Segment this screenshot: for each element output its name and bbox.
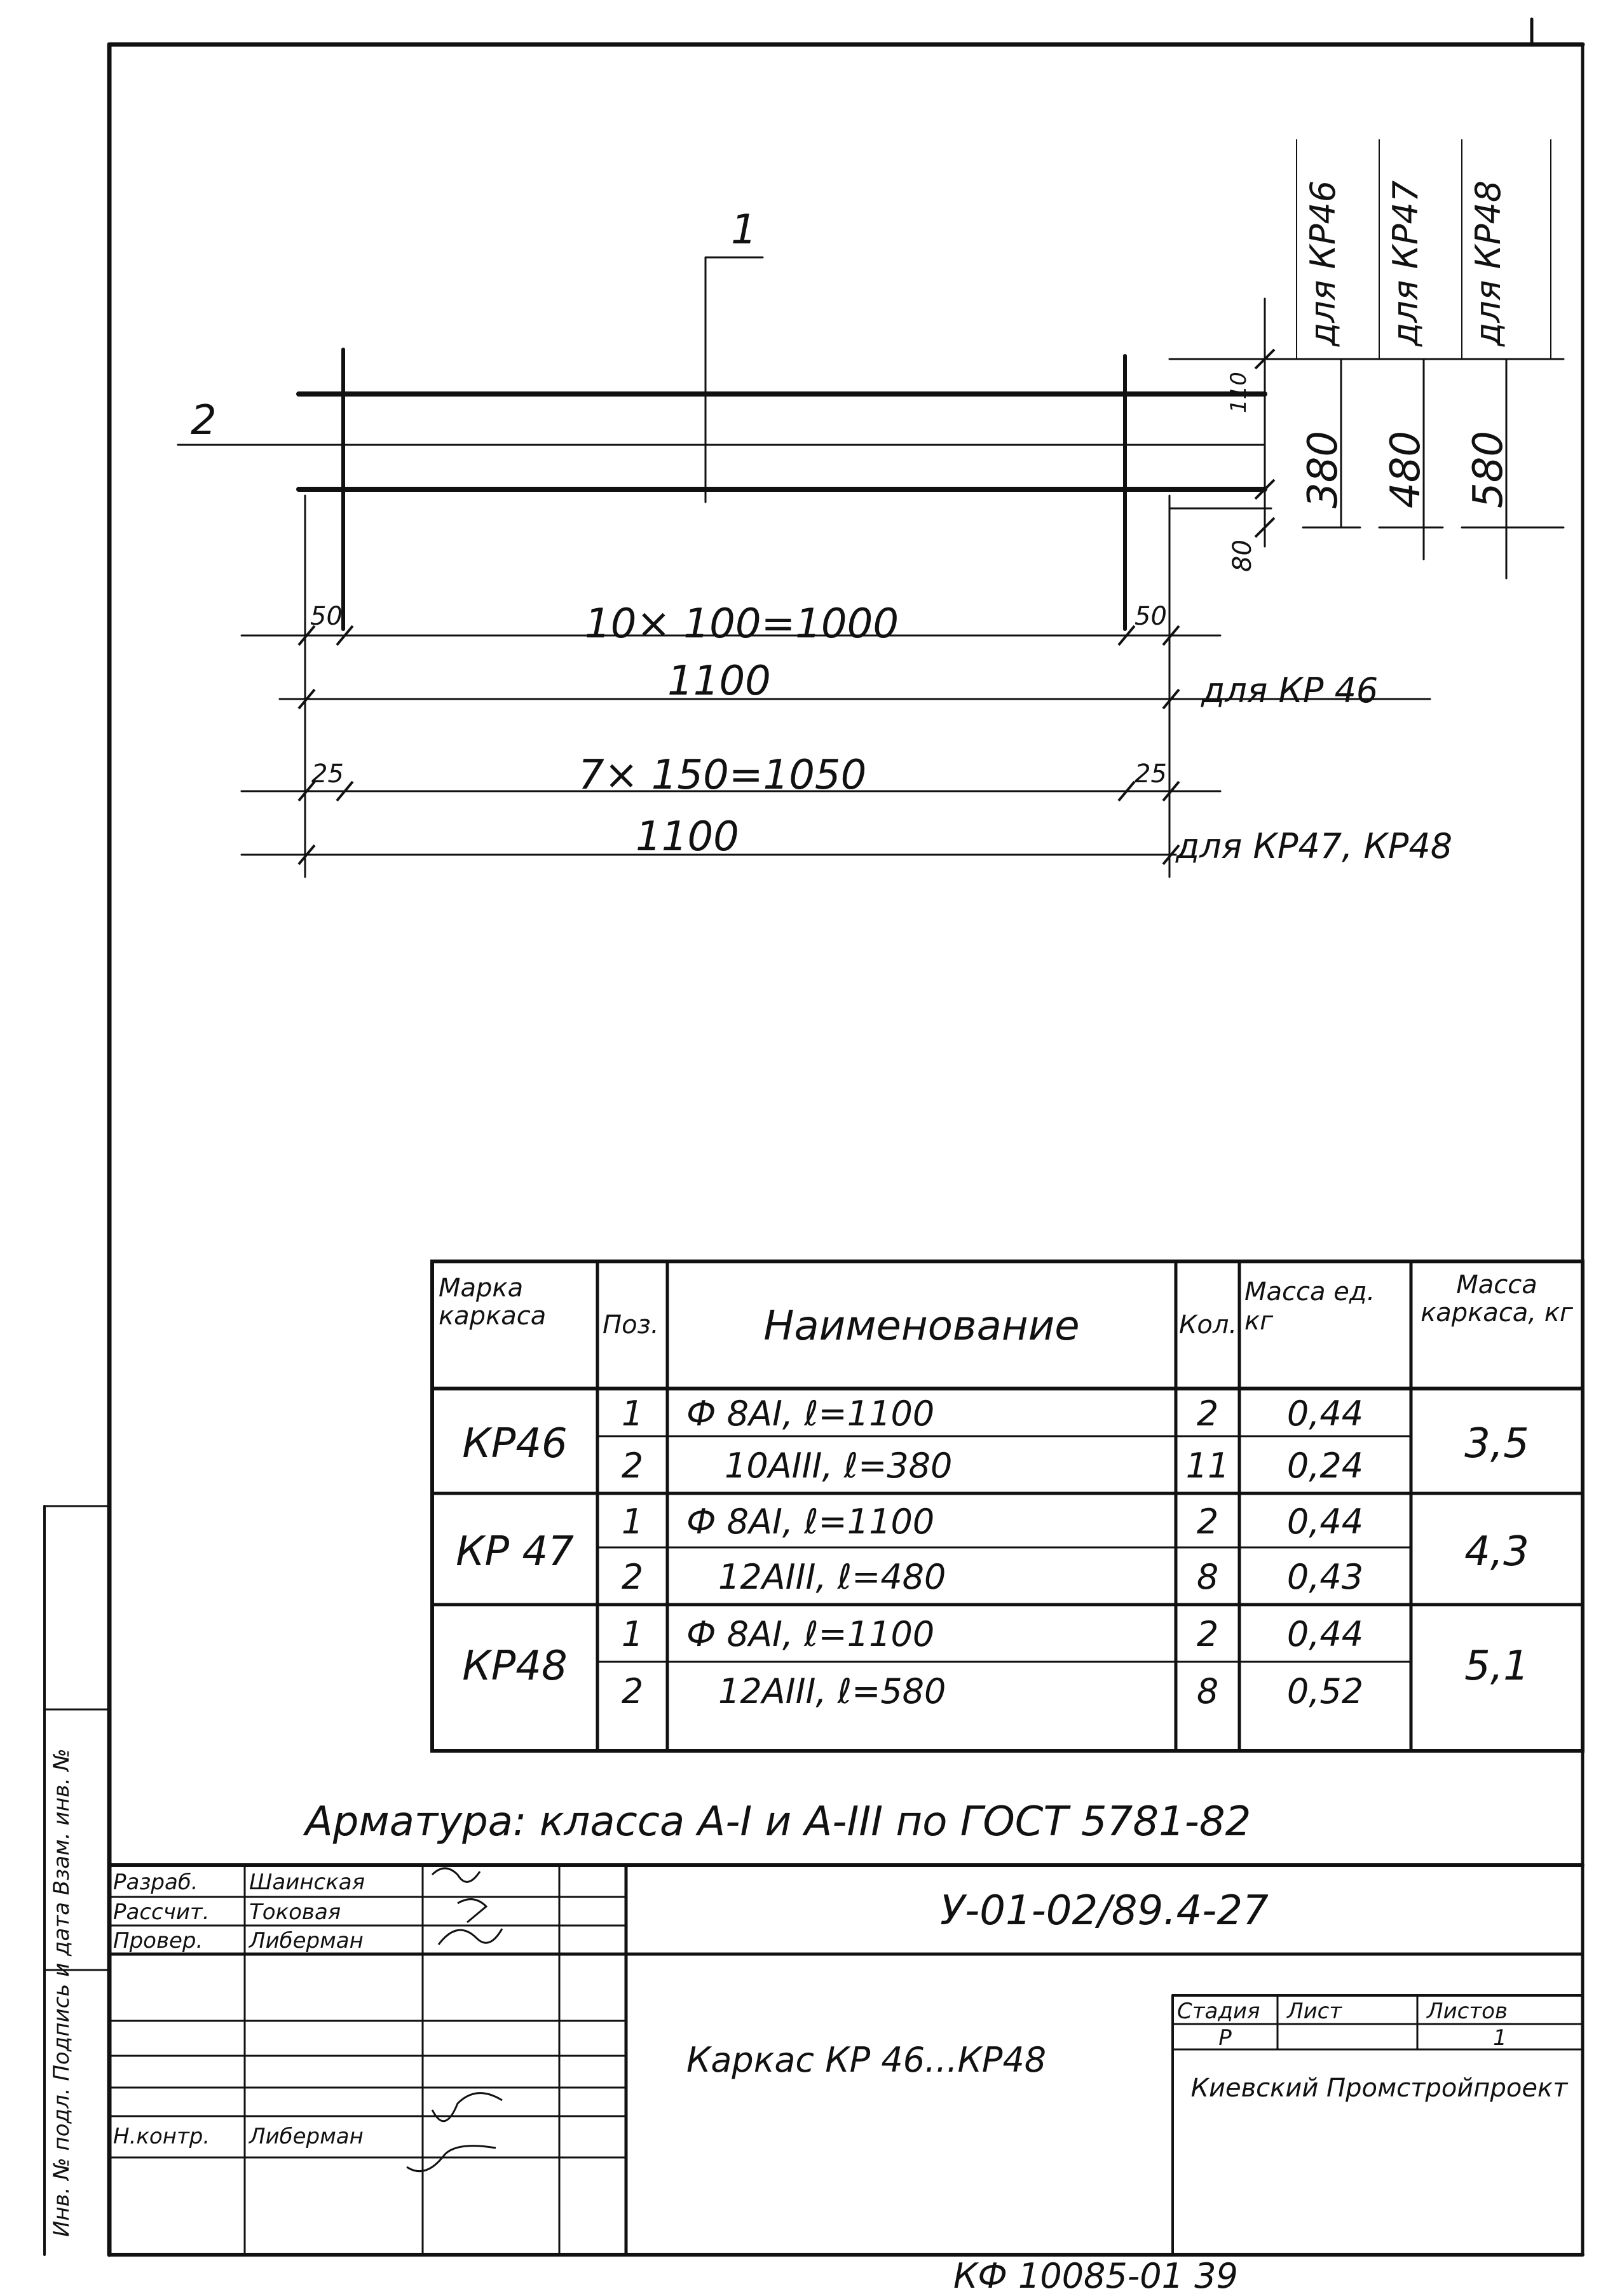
- vert-for-kr46: для КР46: [1303, 180, 1343, 346]
- table-row: 1: [621, 1394, 644, 1434]
- dim-7x150: 7× 150=1050: [578, 752, 867, 799]
- reinforcement-note: Арматура: класса А-I и А-III по ГОСТ 5781-82: [305, 1798, 1251, 1845]
- dim-110: 110: [1226, 372, 1251, 413]
- row-qty: 8: [1196, 1671, 1219, 1711]
- sheet-label: Лист: [1287, 1999, 1342, 2024]
- header-pos: Поз.: [603, 1310, 659, 1340]
- vert-for-kr48: для КР48: [1468, 180, 1508, 346]
- document-code: У-01-02/89.4-27: [940, 1887, 1269, 1934]
- organization: Киевский Промстройпроект: [1190, 2074, 1568, 2103]
- role-3: Провер.: [113, 1928, 203, 1953]
- group-2-frame-mass: 4,3: [1464, 1528, 1529, 1575]
- row-name: 12АIII, ℓ=480: [718, 1557, 946, 1597]
- row-name: Ф 8АI, ℓ=1100: [686, 1394, 935, 1434]
- for-kr46-label: для КР 46: [1201, 670, 1379, 710]
- name-3: Либерман: [249, 1928, 364, 1953]
- for-kr47-48-label: для КР47, КР48: [1176, 826, 1453, 866]
- group-3-frame-mass: 5,1: [1464, 1643, 1529, 1690]
- row-name: 12АIII, ℓ=580: [718, 1671, 946, 1711]
- row-unit-mass: 0,24: [1286, 1446, 1364, 1486]
- row-name: Ф 8АI, ℓ=1100: [686, 1502, 935, 1542]
- row-qty: 11: [1185, 1446, 1230, 1486]
- dim-1100-second: 1100: [636, 813, 739, 860]
- dim-25-right: 25: [1135, 759, 1167, 789]
- header-name: Наименование: [763, 1303, 1080, 1350]
- row-unit-mass: 0,52: [1286, 1671, 1364, 1711]
- sheets-value: 1: [1493, 2025, 1507, 2051]
- position-2-label: 2: [191, 397, 217, 444]
- row-qty: 2: [1196, 1394, 1219, 1434]
- role-1: Разраб.: [113, 1870, 198, 1895]
- row-qty: 2: [1196, 1614, 1219, 1654]
- role-7: Н.контр.: [113, 2124, 210, 2149]
- header-unit-mass: Масса ед. кг: [1244, 1277, 1375, 1336]
- vert-for-kr47: для КР47: [1386, 180, 1426, 346]
- table-row: 1: [621, 1614, 644, 1654]
- name-1: Шаинская: [249, 1870, 365, 1895]
- table-row: 2: [621, 1446, 644, 1486]
- dim-480: 480: [1382, 430, 1429, 508]
- footer-stamp: КФ 10085-01 39: [953, 2256, 1238, 2296]
- drawing-title: Каркас КР 46...КР48: [686, 2040, 1047, 2080]
- group-2-mark: КР 47: [456, 1528, 574, 1575]
- name-2: Токовая: [249, 1899, 341, 1925]
- name-7: Либерман: [249, 2124, 364, 2149]
- header-mark: Марка каркаса: [439, 1274, 547, 1331]
- row-unit-mass: 0,44: [1286, 1394, 1364, 1434]
- row-unit-mass: 0,43: [1286, 1557, 1364, 1597]
- table-row: 2: [621, 1671, 644, 1711]
- position-1-label: 1: [731, 207, 757, 254]
- dim-25-left: 25: [311, 759, 344, 789]
- dim-380: 380: [1300, 430, 1347, 508]
- dim-10x100: 10× 100=1000: [585, 601, 899, 648]
- group-1-frame-mass: 3,5: [1464, 1420, 1529, 1467]
- group-1-mark: КР46: [462, 1420, 568, 1467]
- dim-1100-first: 1100: [667, 658, 771, 705]
- side-strip-text: Инв. № подл. Подпись и дата Взам. инв. №: [49, 1748, 74, 2237]
- row-qty: 8: [1196, 1557, 1219, 1597]
- dim-50-left: 50: [310, 602, 343, 631]
- dim-580: 580: [1465, 430, 1512, 508]
- row-unit-mass: 0,44: [1286, 1614, 1364, 1654]
- group-3-mark: КР48: [462, 1643, 568, 1690]
- table-row: 2: [621, 1557, 644, 1597]
- table-row: 1: [621, 1502, 644, 1542]
- sheets-label: Листов: [1427, 1999, 1508, 2024]
- row-unit-mass: 0,44: [1286, 1502, 1364, 1542]
- header-qty: Кол.: [1179, 1310, 1237, 1340]
- dim-80: 80: [1228, 540, 1257, 572]
- row-qty: 2: [1196, 1502, 1219, 1542]
- stage-value: Р: [1218, 2025, 1232, 2051]
- dim-50-right: 50: [1135, 602, 1167, 631]
- row-name: Ф 8АI, ℓ=1100: [686, 1614, 935, 1654]
- row-name: 10АIII, ℓ=380: [725, 1446, 953, 1486]
- stage-label: Стадия: [1177, 1999, 1260, 2024]
- header-frame-mass: Масса каркаса, кг: [1421, 1270, 1573, 1328]
- role-2: Рассчит.: [113, 1899, 210, 1925]
